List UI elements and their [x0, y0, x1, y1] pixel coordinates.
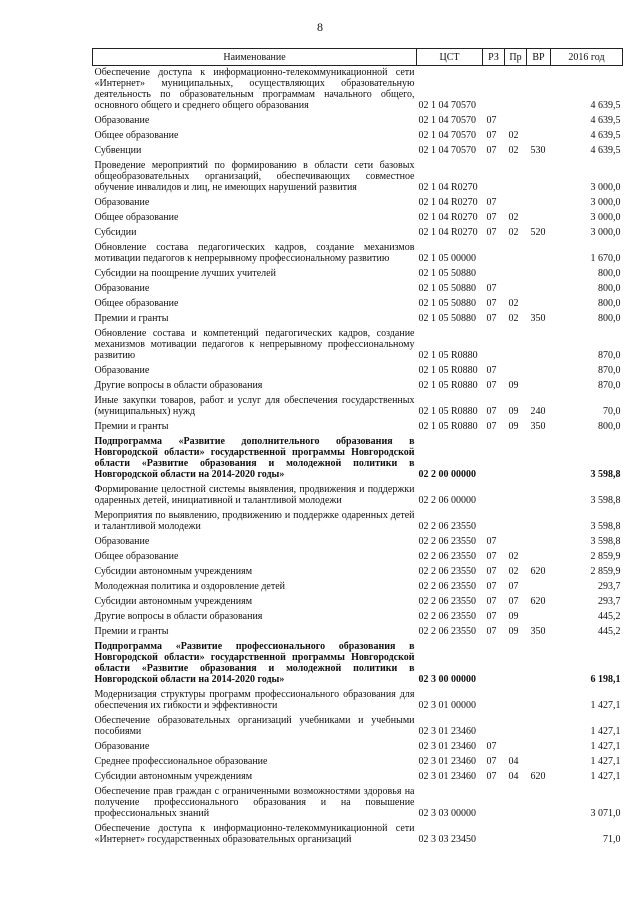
row-name-cell: Модернизация структуры программ профессионального образования для обеспечения их гибкости и эффективности	[94, 689, 415, 711]
row-name-cell: Проведение мероприятий по формированию в области сети базовых общеобразовательных организаций, обеспечивающих совместное обучение инвалидов и лиц, не имеющих нарушений развития	[94, 160, 415, 193]
row-rz-cell: 07	[486, 212, 497, 223]
row-cst-cell: 02 1 05 R0880	[418, 421, 478, 432]
row-name-cell: Образование	[94, 283, 150, 294]
row-rz-cell	[483, 483, 505, 509]
row-vr-cell	[527, 535, 551, 550]
row-sum-cell: 870,0	[598, 365, 621, 376]
table-row	[93, 610, 623, 625]
row-cst-cell: 02 2 06 23550	[418, 521, 476, 532]
row-vr-cell	[527, 114, 551, 129]
row-sum-cell: 71,0	[603, 834, 621, 845]
row-name-cell: Образование	[94, 115, 150, 126]
row-pr-cell	[505, 509, 527, 535]
row-name-cell: Премии и гранты	[94, 626, 169, 637]
row-name-cell: Общее образование	[94, 212, 179, 223]
row-name-cell: Субсидии	[94, 227, 137, 238]
table-row	[93, 241, 623, 267]
row-vr-cell: 240	[530, 406, 546, 417]
row-sum-cell: 1 427,1	[590, 756, 621, 767]
row-vr-cell	[527, 640, 551, 688]
row-sum-cell: 2 859,9	[590, 566, 621, 577]
row-cst-cell: 02 3 01 23460	[418, 741, 476, 752]
row-sum-cell: 3 000,0	[590, 197, 621, 208]
row-name-cell: Мероприятия по выявлению, продвижению и поддержке одаренных детей и талантливой молодежи	[94, 510, 415, 532]
row-sum-cell: 3 598,8	[590, 469, 621, 480]
row-name-cell: Образование	[94, 197, 150, 208]
table-row	[93, 535, 623, 550]
row-vr-cell	[527, 196, 551, 211]
table-row	[93, 740, 623, 755]
row-name-cell: Другие вопросы в области образования	[94, 380, 263, 391]
row-pr-cell	[505, 435, 527, 483]
row-cst-cell: 02 1 04 R0270	[418, 197, 478, 208]
row-rz-cell: 07	[486, 313, 497, 324]
row-vr-cell	[527, 822, 551, 848]
row-name-cell: Общее образование	[94, 298, 179, 309]
row-cst-cell: 02 1 04 R0270	[418, 182, 478, 193]
table-row	[93, 364, 623, 379]
row-vr-cell	[527, 282, 551, 297]
row-sum-cell: 3 000,0	[590, 227, 621, 238]
table-row	[93, 66, 623, 115]
table-row	[93, 114, 623, 129]
row-vr-cell	[527, 509, 551, 535]
row-vr-cell	[527, 580, 551, 595]
row-sum-cell: 800,0	[598, 313, 621, 324]
row-pr-cell: 07	[508, 596, 519, 607]
table-row	[93, 327, 623, 364]
row-pr-cell	[505, 241, 527, 267]
table-header-row	[93, 49, 623, 66]
row-rz-cell	[483, 822, 505, 848]
table-row	[93, 159, 623, 196]
row-pr-cell: 09	[508, 626, 519, 637]
header-sum: 2016 год	[551, 49, 623, 66]
row-vr-cell	[527, 785, 551, 822]
row-cst-cell: 02 2 00 00000	[418, 469, 476, 480]
row-pr-cell	[505, 66, 527, 115]
row-pr-cell	[505, 535, 527, 550]
row-vr-cell	[527, 483, 551, 509]
row-cst-cell: 02 1 05 R0880	[418, 380, 478, 391]
row-name-cell: Формирование целостной системы выявления, продвижения и поддержки одаренных детей, инициативной и талантливой молодежи	[94, 484, 415, 506]
row-cst-cell: 02 2 06 23550	[418, 551, 476, 562]
row-sum-cell: 1 427,1	[590, 741, 621, 752]
row-rz-cell	[483, 267, 505, 282]
row-pr-cell: 09	[508, 380, 519, 391]
row-vr-cell	[527, 435, 551, 483]
row-vr-cell	[527, 241, 551, 267]
row-vr-cell: 620	[530, 566, 546, 577]
row-cst-cell: 02 2 06 23550	[418, 611, 476, 622]
table-row	[93, 196, 623, 211]
row-name-cell: Обеспечение доступа к информационно-телекоммуникационной сети «Интернет» государственных образовательных организаций	[94, 823, 415, 845]
row-name-cell: Образование	[94, 741, 150, 752]
row-vr-cell	[527, 714, 551, 740]
row-pr-cell	[505, 282, 527, 297]
row-name-cell: Иные закупки товаров, работ и услуг для обеспечения государственных (муниципальных) нужд	[94, 395, 415, 417]
row-vr-cell	[527, 129, 551, 144]
row-rz-cell	[483, 159, 505, 196]
row-name-cell: Субсидии автономным учреждениям	[94, 566, 253, 577]
row-rz-cell	[483, 509, 505, 535]
row-vr-cell	[527, 379, 551, 394]
row-cst-cell: 02 1 04 R0270	[418, 212, 478, 223]
row-sum-cell: 800,0	[598, 421, 621, 432]
row-vr-cell	[527, 610, 551, 625]
row-sum-cell: 3 000,0	[590, 212, 621, 223]
row-rz-cell	[483, 688, 505, 714]
row-sum-cell: 293,7	[598, 596, 621, 607]
row-cst-cell: 02 1 05 50880	[418, 313, 476, 324]
row-sum-cell: 4 639,5	[590, 115, 621, 126]
row-name-cell: Подпрограмма «Развитие профессионального образования в Новгородской области» государственной программы Новгородской области «Развитие образования и молодежной политики в Новгородской области на 2014-2020 годы»	[94, 641, 415, 685]
row-cst-cell: 02 1 05 50880	[418, 268, 476, 279]
row-cst-cell: 02 1 04 70570	[418, 145, 476, 156]
row-pr-cell: 02	[508, 212, 519, 223]
table-row	[93, 509, 623, 535]
row-pr-cell	[505, 114, 527, 129]
row-cst-cell: 02 1 04 R0270	[418, 227, 478, 238]
row-rz-cell: 07	[486, 771, 497, 782]
row-rz-cell	[483, 714, 505, 740]
row-rz-cell: 07	[486, 536, 497, 547]
row-pr-cell	[505, 688, 527, 714]
row-vr-cell: 620	[530, 596, 546, 607]
row-sum-cell: 445,2	[598, 626, 621, 637]
table-body	[93, 66, 623, 849]
row-cst-cell: 02 1 05 R0880	[418, 350, 478, 361]
row-rz-cell: 07	[486, 626, 497, 637]
header-name: Наименование	[93, 49, 417, 66]
row-rz-cell: 07	[486, 756, 497, 767]
row-cst-cell: 02 1 04 70570	[418, 130, 476, 141]
table-row	[93, 770, 623, 785]
row-rz-cell: 07	[486, 145, 497, 156]
row-cst-cell: 02 3 01 23460	[418, 756, 476, 767]
row-vr-cell	[527, 327, 551, 364]
row-cst-cell: 02 3 03 00000	[418, 808, 476, 819]
table-row	[93, 755, 623, 770]
row-name-cell: Субсидии автономным учреждениям	[94, 596, 253, 607]
row-rz-cell: 07	[486, 406, 497, 417]
row-vr-cell	[527, 297, 551, 312]
row-name-cell: Образование	[94, 365, 150, 376]
row-cst-cell: 02 2 06 23550	[418, 566, 476, 577]
row-cst-cell: 02 1 05 50880	[418, 298, 476, 309]
row-vr-cell	[527, 550, 551, 565]
row-vr-cell: 620	[530, 771, 546, 782]
row-sum-cell: 870,0	[598, 380, 621, 391]
table-row	[93, 420, 623, 435]
row-sum-cell: 800,0	[598, 298, 621, 309]
row-name-cell: Обновление состава педагогических кадров, создание механизмов мотивации педагогов к непрерывному профессиональному развитию	[94, 242, 415, 264]
table-row	[93, 297, 623, 312]
row-rz-cell	[483, 785, 505, 822]
row-pr-cell: 02	[508, 227, 519, 238]
row-vr-cell	[527, 211, 551, 226]
row-sum-cell: 445,2	[598, 611, 621, 622]
row-pr-cell	[505, 364, 527, 379]
table-row	[93, 226, 623, 241]
row-sum-cell: 3 598,8	[590, 536, 621, 547]
row-cst-cell: 02 2 06 23550	[418, 581, 476, 592]
table-row	[93, 144, 623, 159]
row-vr-cell	[527, 159, 551, 196]
row-sum-cell: 870,0	[598, 350, 621, 361]
row-name-cell: Субсидии автономным учреждениям	[94, 771, 253, 782]
table-row	[93, 267, 623, 282]
row-rz-cell: 07	[486, 365, 497, 376]
row-pr-cell	[505, 822, 527, 848]
table-row	[93, 435, 623, 483]
row-sum-cell: 800,0	[598, 283, 621, 294]
row-pr-cell: 02	[508, 130, 519, 141]
row-sum-cell: 4 639,5	[590, 145, 621, 156]
row-sum-cell: 800,0	[598, 268, 621, 279]
row-sum-cell: 1 427,1	[590, 726, 621, 737]
row-vr-cell: 350	[530, 626, 546, 637]
row-vr-cell	[527, 267, 551, 282]
row-sum-cell: 3 000,0	[590, 182, 621, 193]
row-vr-cell: 350	[530, 313, 546, 324]
row-cst-cell: 02 3 01 23460	[418, 726, 476, 737]
row-pr-cell: 02	[508, 551, 519, 562]
table-row	[93, 580, 623, 595]
row-name-cell: Среднее профессиональное образование	[94, 756, 268, 767]
row-rz-cell: 07	[486, 130, 497, 141]
row-cst-cell: 02 2 06 23550	[418, 536, 476, 547]
row-cst-cell: 02 1 05 R0880	[418, 365, 478, 376]
row-sum-cell: 70,0	[603, 406, 621, 417]
row-rz-cell: 07	[486, 611, 497, 622]
row-name-cell: Общее образование	[94, 551, 179, 562]
row-cst-cell: 02 1 04 70570	[418, 115, 476, 126]
row-cst-cell: 02 3 01 23460	[418, 771, 476, 782]
row-pr-cell: 09	[508, 406, 519, 417]
row-vr-cell: 350	[530, 421, 546, 432]
row-pr-cell	[505, 714, 527, 740]
table-row	[93, 211, 623, 226]
table-row	[93, 625, 623, 640]
row-rz-cell: 07	[486, 596, 497, 607]
row-rz-cell: 07	[486, 551, 497, 562]
table-row	[93, 595, 623, 610]
table-row	[93, 822, 623, 848]
row-name-cell: Премии и гранты	[94, 313, 169, 324]
row-cst-cell: 02 1 04 70570	[418, 100, 476, 111]
table-row	[93, 640, 623, 688]
row-vr-cell: 530	[530, 145, 546, 156]
row-sum-cell: 3 071,0	[590, 808, 621, 819]
row-name-cell: Общее образование	[94, 130, 179, 141]
table-row	[93, 394, 623, 420]
header-pr: Пр	[505, 49, 527, 66]
row-name-cell: Другие вопросы в области образования	[94, 611, 263, 622]
row-cst-cell: 02 2 06 00000	[418, 495, 476, 506]
row-pr-cell: 02	[508, 298, 519, 309]
row-name-cell: Премии и гранты	[94, 421, 169, 432]
row-name-cell: Обеспечение прав граждан с ограниченными возможностями здоровья на получение профессионального образования и на повышение профессиональных знаний	[94, 786, 415, 819]
row-rz-cell: 07	[486, 566, 497, 577]
row-name-cell: Молодежная политика и оздоровление детей	[94, 581, 286, 592]
row-rz-cell: 07	[486, 283, 497, 294]
row-sum-cell: 1 427,1	[590, 700, 621, 711]
row-sum-cell: 1 427,1	[590, 771, 621, 782]
row-rz-cell: 07	[486, 741, 497, 752]
row-sum-cell: 6 198,1	[590, 674, 621, 685]
row-name-cell: Обновление состава и компетенций педагогических кадров, создание механизмов мотивации педагогов к непрерывному профессиональному развитию	[94, 328, 415, 361]
row-rz-cell: 07	[486, 380, 497, 391]
row-cst-cell: 02 3 03 23450	[418, 834, 476, 845]
row-pr-cell: 02	[508, 145, 519, 156]
row-name-cell: Подпрограмма «Развитие дополнительного образования в Новгородской области» государственной программы Новгородской области «Развитие образования и молодежной политики в Новгородской области на 2014-2020 годы»	[94, 436, 415, 480]
table-row	[93, 785, 623, 822]
row-sum-cell: 4 639,5	[590, 130, 621, 141]
table-row	[93, 565, 623, 580]
table-row	[93, 129, 623, 144]
row-rz-cell: 07	[486, 421, 497, 432]
row-pr-cell	[505, 267, 527, 282]
row-rz-cell: 07	[486, 115, 497, 126]
row-name-cell: Обеспечение доступа к информационно-телекоммуникационной сети «Интернет» муниципальных, осуществляющих образовательную деятельность по образовательным программам начального общего, основного общего и среднего общего образования	[94, 67, 415, 111]
row-pr-cell	[505, 785, 527, 822]
row-rz-cell	[483, 327, 505, 364]
row-pr-cell: 07	[508, 581, 519, 592]
row-cst-cell: 02 3 00 00000	[418, 674, 476, 685]
row-rz-cell: 07	[486, 298, 497, 309]
row-cst-cell: 02 2 06 23550	[418, 596, 476, 607]
row-rz-cell: 07	[486, 227, 497, 238]
row-vr-cell	[527, 688, 551, 714]
row-cst-cell: 02 1 05 00000	[418, 253, 476, 264]
row-cst-cell: 02 3 01 00000	[418, 700, 476, 711]
table-row	[93, 714, 623, 740]
row-pr-cell	[505, 640, 527, 688]
row-pr-cell	[505, 159, 527, 196]
row-pr-cell	[505, 483, 527, 509]
row-cst-cell: 02 1 05 50880	[418, 283, 476, 294]
row-sum-cell: 4 639,5	[590, 100, 621, 111]
table-row	[93, 379, 623, 394]
row-cst-cell: 02 2 06 23550	[418, 626, 476, 637]
row-sum-cell: 3 598,8	[590, 495, 621, 506]
row-name-cell: Образование	[94, 536, 150, 547]
row-cst-cell: 02 1 05 R0880	[418, 406, 478, 417]
row-pr-cell: 09	[508, 421, 519, 432]
row-name-cell: Обеспечение образовательных организаций учебниками и учебными пособиями	[94, 715, 415, 737]
row-sum-cell: 1 670,0	[590, 253, 621, 264]
table-row	[93, 312, 623, 327]
header-rz: РЗ	[483, 49, 505, 66]
row-rz-cell	[483, 66, 505, 115]
row-name-cell: Субвенции	[94, 145, 142, 156]
row-vr-cell	[527, 66, 551, 115]
table-row	[93, 282, 623, 297]
budget-table	[92, 48, 623, 848]
page-number: 8	[317, 20, 323, 34]
row-pr-cell	[505, 196, 527, 211]
row-vr-cell	[527, 740, 551, 755]
row-vr-cell	[527, 755, 551, 770]
row-pr-cell: 04	[508, 771, 519, 782]
row-pr-cell	[505, 740, 527, 755]
row-rz-cell	[483, 435, 505, 483]
table-row	[93, 688, 623, 714]
row-pr-cell: 04	[508, 756, 519, 767]
row-pr-cell: 09	[508, 611, 519, 622]
row-sum-cell: 2 859,9	[590, 551, 621, 562]
header-vr: ВР	[527, 49, 551, 66]
row-pr-cell	[505, 327, 527, 364]
row-vr-cell	[527, 364, 551, 379]
row-rz-cell: 07	[486, 581, 497, 592]
row-rz-cell	[483, 241, 505, 267]
row-rz-cell	[483, 640, 505, 688]
row-sum-cell: 293,7	[598, 581, 621, 592]
row-pr-cell: 02	[508, 566, 519, 577]
table-row	[93, 550, 623, 565]
row-name-cell: Субсидии на поощрение лучших учителей	[94, 268, 276, 279]
table-row	[93, 483, 623, 509]
row-vr-cell: 520	[530, 227, 546, 238]
header-cst: ЦСТ	[417, 49, 483, 66]
row-pr-cell: 02	[508, 313, 519, 324]
row-rz-cell: 07	[486, 197, 497, 208]
row-sum-cell: 3 598,8	[590, 521, 621, 532]
